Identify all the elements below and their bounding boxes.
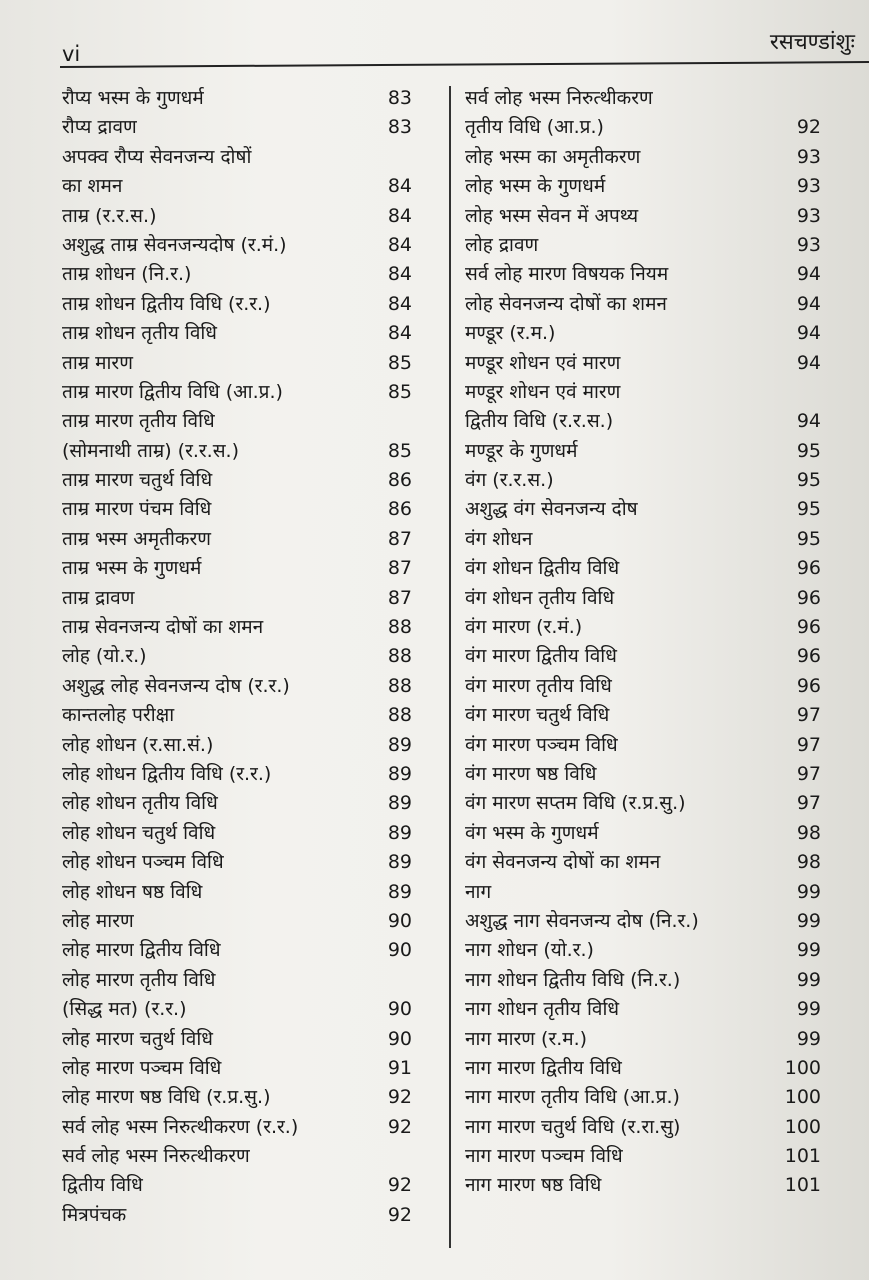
toc-entry	[465, 907, 821, 936]
toc-entry	[465, 554, 821, 583]
toc-entry-page: 88	[387, 704, 412, 727]
toc-entry-title: का शमन	[62, 175, 123, 198]
toc-entry-title: लोह द्रावण	[465, 233, 539, 256]
toc-entry-page: 97	[796, 762, 821, 785]
toc-entry-page: 96	[796, 645, 821, 668]
toc-entry-page: 90	[387, 909, 412, 932]
toc-entry-page: 92	[387, 1115, 412, 1138]
toc-entry-page: 89	[387, 821, 412, 844]
toc-entry-page: 89	[387, 733, 412, 756]
toc-entry-title: द्वितीय विधि (र.र.स.)	[465, 410, 614, 433]
toc-entry	[465, 466, 821, 495]
toc-entry	[465, 113, 821, 142]
toc-entry-title: सर्व लोह मारण विषयक नियम	[465, 263, 669, 286]
toc-entry	[62, 525, 412, 554]
toc-entry	[465, 936, 821, 965]
toc-entry-title: अपक्व रौप्य सेवनजन्य दोषों	[62, 145, 252, 168]
toc-entry	[465, 1054, 821, 1083]
toc-entry	[62, 172, 412, 201]
toc-entry	[62, 1054, 412, 1083]
toc-entry-page: 99	[796, 998, 821, 1021]
toc-entry-page: 95	[796, 527, 821, 550]
toc-entry-title: वंग मारण सप्तम विधि (र.प्र.सु.)	[465, 792, 686, 815]
toc-entry-page: 99	[796, 909, 821, 932]
toc-entry-page: 87	[387, 586, 412, 609]
page-number: vi	[62, 42, 81, 66]
toc-entry-page: 99	[796, 968, 821, 991]
toc-entry-title: वंग मारण चतुर्थ विधि	[465, 704, 610, 727]
toc-entry-page: 100	[784, 1115, 821, 1138]
toc-entry-title: मण्डूर शोधन एवं मारण	[465, 351, 621, 374]
toc-entry-title: नाग	[465, 880, 492, 903]
toc-entry-page: 84	[387, 175, 412, 198]
toc-entry	[62, 231, 412, 260]
toc-entry-title: रौप्य भस्म के गुणधर्म	[62, 87, 204, 109]
toc-entry	[62, 878, 412, 907]
toc-entry-page: 84	[387, 263, 412, 286]
toc-entry	[465, 290, 821, 319]
toc-entry	[465, 84, 821, 113]
toc-entry-page: 88	[387, 616, 412, 639]
toc-entry-title: नाग मारण द्वितीय विधि	[465, 1056, 622, 1079]
toc-entry	[465, 966, 821, 995]
toc-entry	[465, 819, 821, 848]
toc-entry-title: वंग (र.र.स.)	[465, 469, 554, 492]
toc-entry	[465, 319, 821, 348]
toc-entry	[465, 172, 821, 201]
toc-entry-title: ताम्र भस्म अमृतीकरण	[62, 527, 212, 550]
toc-entry-title: वंग शोधन	[465, 527, 533, 550]
toc-entry	[465, 672, 821, 701]
toc-entry-page: 97	[796, 704, 821, 727]
toc-entry-title: नाग मारण चतुर्थ विधि (र.रा.सु)	[465, 1115, 681, 1138]
toc-entry-title: लोह मारण पञ्चम विधि	[62, 1056, 222, 1079]
toc-entry-page: 84	[387, 204, 412, 227]
header-rule	[60, 61, 869, 68]
toc-entry-page: 84	[387, 292, 412, 315]
toc-entry	[465, 202, 821, 231]
toc-entry-title: नाग मारण षष्ठ विधि	[465, 1174, 602, 1197]
toc-entry-title: नाग शोधन द्वितीय विधि (नि.र.)	[465, 968, 681, 991]
toc-entry-title: लोह शोधन पञ्चम विधि	[62, 851, 224, 874]
toc-entry	[62, 584, 412, 613]
toc-entry	[465, 437, 821, 466]
toc-entry-title: तृतीय विधि (आ.प्र.)	[465, 116, 604, 139]
toc-entry	[465, 789, 821, 818]
toc-entry	[62, 642, 412, 671]
toc-entry-page: 95	[796, 498, 821, 521]
toc-entry	[62, 936, 412, 965]
toc-entry-title: वंग सेवनजन्य दोषों का शमन	[465, 851, 661, 874]
toc-entry	[62, 407, 412, 436]
toc-entry-title: वंग शोधन द्वितीय विधि	[465, 557, 620, 580]
toc-entry-title: लोह शोधन षष्ठ विधि	[62, 880, 203, 903]
toc-entry	[62, 995, 412, 1024]
toc-entry-page: 88	[387, 674, 412, 697]
toc-entry-title: लोह शोधन चतुर्थ विधि	[62, 821, 216, 844]
toc-entry	[62, 437, 412, 466]
toc-entry-page: 94	[796, 292, 821, 315]
toc-entry-page: 89	[387, 880, 412, 903]
toc-entry-page: 84	[387, 233, 412, 256]
toc-entry-page: 87	[387, 557, 412, 580]
running-header-title: रसचण्डांशुः	[769, 30, 855, 55]
toc-entry-title: लोह सेवनजन्य दोषों का शमन	[465, 292, 667, 315]
toc-entry-page: 96	[796, 557, 821, 580]
toc-entry-title: सर्व लोह भस्म निरुत्थीकरण	[465, 87, 653, 109]
toc-entry-title: ताम्र शोधन द्वितीय विधि (र.र.)	[62, 292, 271, 315]
toc-entry-title: लोह (यो.र.)	[62, 645, 147, 668]
toc-entry-page: 83	[387, 116, 412, 139]
toc-entry-page: 92	[387, 1086, 412, 1109]
toc-entry-title: नाग मारण तृतीय विधि (आ.प्र.)	[465, 1086, 680, 1109]
toc-entry-page: 90	[387, 1027, 412, 1050]
toc-entry-title: नाग मारण पञ्चम विधि	[465, 1145, 623, 1168]
toc-entry-page: 88	[387, 645, 412, 668]
toc-entry-title: लोह मारण	[62, 909, 134, 932]
toc-entry	[465, 525, 821, 554]
toc-entry	[465, 143, 821, 172]
toc-entry	[62, 760, 412, 789]
toc-entry-page: 94	[796, 410, 821, 433]
toc-entry-title: ताम्र (र.र.स.)	[62, 204, 157, 227]
toc-entry-page: 90	[387, 998, 412, 1021]
toc-entry-page: 100	[784, 1086, 821, 1109]
toc-entry-title: ताम्र मारण तृतीय विधि	[62, 410, 215, 433]
toc-entry-page: 85	[387, 439, 412, 462]
toc-entry-title: लोह मारण तृतीय विधि	[62, 968, 216, 991]
toc-entry-page: 85	[387, 351, 412, 374]
toc-entry-title: मण्डूर शोधन एवं मारण	[465, 380, 621, 403]
toc-entry-title: लोह भस्म का अमृतीकरण	[465, 145, 641, 168]
toc-entry	[62, 202, 412, 231]
toc-entry-page: 92	[387, 1203, 412, 1226]
toc-entry-title: रौप्य द्रावण	[62, 116, 137, 139]
toc-entry-title: अशुद्ध वंग सेवनजन्य दोष	[465, 498, 638, 521]
toc-entry-page: 92	[387, 1174, 412, 1197]
toc-entry	[62, 319, 412, 348]
toc-entry	[62, 907, 412, 936]
toc-entry	[62, 789, 412, 818]
toc-entry	[62, 731, 412, 760]
toc-entry	[465, 878, 821, 907]
toc-entry-page: 96	[796, 616, 821, 639]
toc-entry	[62, 466, 412, 495]
toc-entry	[465, 495, 821, 524]
toc-entry-title: सर्व लोह भस्म निरुत्थीकरण	[62, 1145, 250, 1168]
toc-entry	[465, 231, 821, 260]
toc-entry	[62, 260, 412, 289]
toc-entry	[62, 1113, 412, 1142]
toc-entry-page: 93	[796, 145, 821, 168]
toc-entry	[465, 1083, 821, 1112]
toc-entry-title: ताम्र मारण चतुर्थ विधि	[62, 469, 213, 492]
toc-entry-page: 99	[796, 939, 821, 962]
contents-column-right	[465, 84, 821, 1201]
toc-entry-title: (सोमनाथी ताम्र) (र.र.स.)	[62, 439, 240, 462]
toc-entry	[465, 378, 821, 407]
toc-entry	[465, 995, 821, 1024]
column-divider	[449, 86, 451, 1248]
toc-entry	[62, 1171, 412, 1200]
toc-entry-title: लोह मारण द्वितीय विधि	[62, 939, 221, 962]
toc-entry-title: ताम्र शोधन (नि.र.)	[62, 263, 192, 286]
toc-entry-title: वंग मारण द्वितीय विधि	[465, 645, 617, 668]
toc-entry-title: लोह मारण षष्ठ विधि (र.प्र.सु.)	[62, 1086, 271, 1109]
toc-entry-page: 95	[796, 439, 821, 462]
toc-entry-title: ताम्र मारण पंचम विधि	[62, 498, 212, 521]
toc-entry-title: द्वितीय विधि	[62, 1174, 143, 1197]
toc-entry-page: 100	[784, 1056, 821, 1079]
toc-entry	[62, 554, 412, 583]
toc-entry	[465, 1142, 821, 1171]
toc-entry-page: 90	[387, 939, 412, 962]
toc-entry	[465, 260, 821, 289]
toc-entry-page: 86	[387, 469, 412, 492]
toc-entry-title: वंग मारण तृतीय विधि	[465, 674, 612, 697]
toc-entry-page: 93	[796, 204, 821, 227]
toc-entry-page: 93	[796, 175, 821, 198]
toc-entry-page: 83	[387, 87, 412, 109]
toc-entry	[62, 290, 412, 319]
toc-entry-page: 89	[387, 851, 412, 874]
toc-entry-title: वंग मारण षष्ठ विधि	[465, 762, 597, 785]
toc-entry	[465, 848, 821, 877]
toc-entry-page: 95	[796, 469, 821, 492]
toc-entry	[62, 84, 412, 113]
toc-entry-title: ताम्र मारण	[62, 351, 133, 374]
toc-entry	[465, 613, 821, 642]
toc-entry-title: लोह शोधन द्वितीय विधि (र.र.)	[62, 762, 272, 785]
toc-entry	[62, 966, 412, 995]
toc-entry	[62, 848, 412, 877]
toc-entry	[465, 1171, 821, 1200]
toc-entry	[62, 613, 412, 642]
toc-entry-page: 94	[796, 322, 821, 345]
toc-entry	[62, 143, 412, 172]
toc-entry-page: 85	[387, 380, 412, 403]
toc-entry-page: 99	[796, 1027, 821, 1050]
toc-entry-page: 96	[796, 674, 821, 697]
toc-entry-page: 101	[784, 1145, 821, 1168]
toc-entry-page: 94	[796, 351, 821, 374]
toc-entry	[465, 407, 821, 436]
toc-entry-title: लोह मारण चतुर्थ विधि	[62, 1027, 213, 1050]
toc-entry-page: 99	[796, 880, 821, 903]
toc-entry-page: 92	[796, 116, 821, 139]
toc-entry-title: नाग मारण (र.म.)	[465, 1027, 588, 1050]
toc-entry-page: 97	[796, 792, 821, 815]
toc-entry-title: ताम्र द्रावण	[62, 586, 135, 609]
toc-entry	[62, 819, 412, 848]
toc-entry	[62, 349, 412, 378]
toc-entry-page: 98	[796, 821, 821, 844]
toc-entry	[62, 1142, 412, 1171]
toc-entry-title: वंग शोधन तृतीय विधि	[465, 586, 615, 609]
toc-entry-title: ताम्र शोधन तृतीय विधि	[62, 322, 217, 345]
toc-entry-page: 94	[796, 263, 821, 286]
toc-entry-page: 84	[387, 322, 412, 345]
toc-entry-title: मित्रपंचक	[62, 1203, 127, 1226]
toc-entry-title: वंग भस्म के गुणधर्म	[465, 821, 599, 844]
toc-entry-title: ताम्र सेवनजन्य दोषों का शमन	[62, 616, 264, 639]
toc-entry-title: सर्व लोह भस्म निरुत्थीकरण (र.र.)	[62, 1115, 299, 1138]
contents-column-left	[62, 84, 412, 1230]
toc-entry-page: 96	[796, 586, 821, 609]
toc-entry	[465, 1025, 821, 1054]
toc-entry	[465, 642, 821, 671]
toc-entry	[62, 672, 412, 701]
toc-entry-title: नाग शोधन तृतीय विधि	[465, 998, 620, 1021]
toc-entry	[62, 495, 412, 524]
toc-entry	[465, 349, 821, 378]
toc-entry-page: 87	[387, 527, 412, 550]
toc-entry-title: वंग मारण (र.मं.)	[465, 616, 583, 639]
toc-entry-title: लोह भस्म के गुणधर्म	[465, 175, 606, 198]
toc-entry	[465, 584, 821, 613]
toc-entry-page: 89	[387, 762, 412, 785]
toc-entry-title: लोह भस्म सेवन में अपथ्य	[465, 204, 639, 227]
toc-entry-title: नाग शोधन (यो.र.)	[465, 939, 594, 962]
toc-entry-title: वंग मारण पञ्चम विधि	[465, 733, 618, 756]
toc-entry-page: 86	[387, 498, 412, 521]
toc-entry-title: कान्तलोह परीक्षा	[62, 704, 175, 727]
toc-entry	[62, 701, 412, 730]
toc-entry-title: मण्डूर के गुणधर्म	[465, 439, 578, 462]
toc-entry-title: अशुद्ध ताम्र सेवनजन्यदोष (र.मं.)	[62, 233, 287, 256]
toc-entry-page: 89	[387, 792, 412, 815]
toc-entry	[62, 113, 412, 142]
toc-entry	[62, 1025, 412, 1054]
toc-entry-title: ताम्र मारण द्वितीय विधि (आ.प्र.)	[62, 380, 283, 403]
toc-entry-title: (सिद्ध मत) (र.र.)	[62, 998, 187, 1021]
toc-entry	[62, 1201, 412, 1230]
toc-entry-page: 98	[796, 851, 821, 874]
toc-entry-title: लोह शोधन तृतीय विधि	[62, 792, 218, 815]
toc-entry	[465, 760, 821, 789]
toc-entry	[62, 378, 412, 407]
toc-entry-title: अशुद्ध नाग सेवनजन्य दोष (नि.र.)	[465, 909, 699, 932]
toc-entry	[62, 1083, 412, 1112]
toc-entry-page: 91	[387, 1056, 412, 1079]
toc-entry-title: लोह शोधन (र.सा.सं.)	[62, 733, 214, 756]
toc-entry	[465, 1113, 821, 1142]
toc-entry-title: अशुद्ध लोह सेवनजन्य दोष (र.र.)	[62, 674, 290, 697]
toc-entry-page: 101	[784, 1174, 821, 1197]
toc-entry-title: मण्डूर (र.म.)	[465, 322, 556, 345]
toc-entry-title: ताम्र भस्म के गुणधर्म	[62, 557, 202, 580]
toc-entry	[465, 731, 821, 760]
toc-entry	[465, 701, 821, 730]
toc-entry-page: 93	[796, 233, 821, 256]
toc-entry-page: 97	[796, 733, 821, 756]
